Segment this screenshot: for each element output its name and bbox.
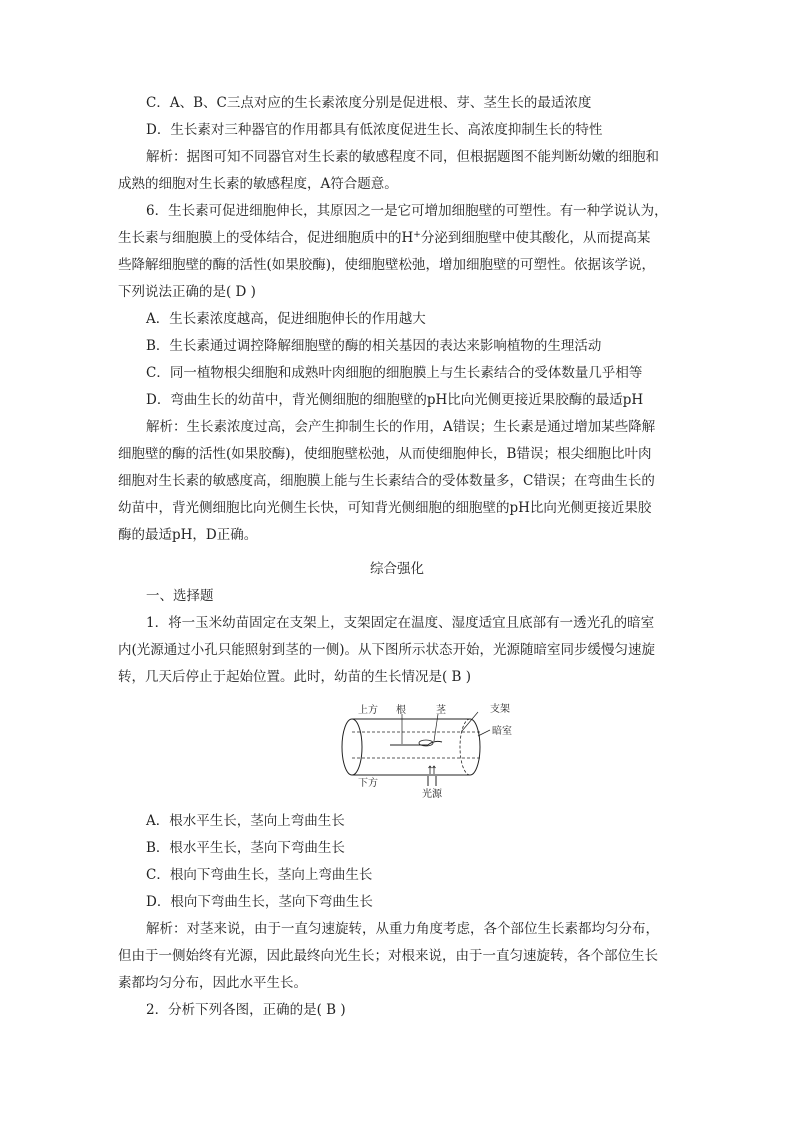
option-c: C．同一植物根尖细胞和成熟叶肉细胞的细胞膜上与生长素结合的受体数量几乎相等: [146, 365, 643, 381]
support-label: 支架: [490, 704, 510, 715]
superscript-plus: +: [413, 230, 421, 240]
cylinder-right-end: [470, 719, 480, 775]
stem-leader: [434, 714, 438, 741]
option-b: B．生长素通过调控降解细胞壁的酶的相关基因的表达来影响植物的生理活动: [146, 338, 602, 354]
option-a: A．生长素浓度越高，促进细胞伸长的作用越大: [146, 311, 426, 327]
stem-label: 茎: [436, 705, 446, 716]
question-1-line: 1．将一玉米幼苗固定在支架上，支架固定在温度、湿度适宜且底部有一透光孔的暗室: [146, 615, 655, 631]
option-c: C．根向下弯曲生长，茎向上弯曲生长: [146, 867, 373, 883]
analysis-line: 细胞壁的酶的活性(如果胶酶)，使细胞壁松弛，从而使细胞伸长，B错误；根尖细胞比叶肉: [118, 446, 652, 462]
option-b: B．根水平生长，茎向下弯曲生长: [146, 840, 345, 856]
option-c-prev: C．A、B、C三点对应的生长素浓度分别是促进根、芽、茎生长的最适浓度: [146, 95, 592, 111]
root-label: 根: [396, 705, 406, 716]
cylinder-left-end: [342, 719, 362, 775]
question-2-line: 2．分析下列各图，正确的是( B ): [146, 1002, 346, 1018]
bottom-label: 下方: [358, 778, 378, 789]
stem: [428, 741, 442, 745]
question-6-line: 6．生长素可促进细胞伸长，其原因之一是它可增加细胞壁的可塑性。有一种学说认为，: [146, 203, 668, 219]
light-ray-arrow: [429, 766, 432, 774]
section-title: 综合强化: [370, 561, 424, 577]
top-label: 上方: [358, 705, 378, 716]
analysis-line: 解析：据图可知不同器官对生长素的敏感程度不同，但根据题图不能判断幼嫩的细胞和: [146, 149, 659, 165]
question-6-line: 下列说法正确的是( D ): [118, 284, 256, 300]
analysis-line: 但由于一侧始终有光源，因此最终向光生长；对根来说，由于一直匀速旋转，各个部位生长: [118, 948, 658, 964]
analysis-line: 解析：生长素浓度过高，会产生抑制生长的作用，A错误；生长素是通过增加某些降解: [146, 419, 656, 435]
question-6-line: [118, 225, 650, 252]
analysis-line: 成熟的细胞对生长素的敏感程度，A符合题意。: [118, 176, 398, 192]
option-d-prev: D．生长素对三种器官的作用都具有低浓度促进生长、高浓度抑制生长的特性: [146, 122, 603, 138]
question-1-line: 转，几天后停止于起始位置。此时，幼苗的生长情况是( B ): [118, 669, 472, 685]
light-ray-arrow: [433, 766, 436, 774]
support-leader: [462, 712, 478, 731]
section-subtitle: 一、选择题: [146, 588, 214, 604]
question-6-line: 些降解细胞壁的酶的活性(如果胶酶)，使细胞壁松弛，增加细胞壁的可塑性。依据该学说，: [118, 257, 656, 273]
option-a: A．根水平生长，茎向上弯曲生长: [146, 813, 345, 829]
darkroom-diagram: [330, 700, 530, 800]
text-span: 生长素与细胞膜上的受体结合，促进细胞质中的H: [118, 230, 414, 246]
question-1-line: 内(光源通过小孔只能照射到茎的一侧)。从下图所示状态开始，光源随暗室同步缓慢匀速旋: [118, 642, 656, 658]
text-span: 分泌到细胞壁中使其酸化，从而提高某: [420, 230, 651, 246]
analysis-line: 素都均匀分布，因此水平生长。: [118, 975, 307, 991]
analysis-line: 解析：对茎来说，由于一直匀速旋转，从重力角度考虑，各个部位生长素都均匀分布，: [146, 921, 659, 937]
option-d: D．弯曲生长的幼苗中，背光侧细胞的细胞壁的pH比向光侧更接近果胶酶的最适pH: [146, 392, 644, 408]
option-d: D．根向下弯曲生长，茎向下弯曲生长: [146, 894, 373, 910]
light-label: 光源: [422, 789, 442, 800]
darkroom-leader: [478, 730, 490, 736]
analysis-line: 酶的最适pH，D正确。: [118, 527, 258, 543]
analysis-line: 幼苗中，背光侧细胞比向光侧生长快，可知背光侧细胞的细胞壁的pH比向光侧更接近果胶: [118, 500, 652, 516]
darkroom-label: 暗室: [492, 726, 512, 737]
analysis-line: 细胞对生长素的敏感度高，细胞膜上能与生长素结合的受体数量多，C错误；在弯曲生长的: [118, 473, 655, 489]
